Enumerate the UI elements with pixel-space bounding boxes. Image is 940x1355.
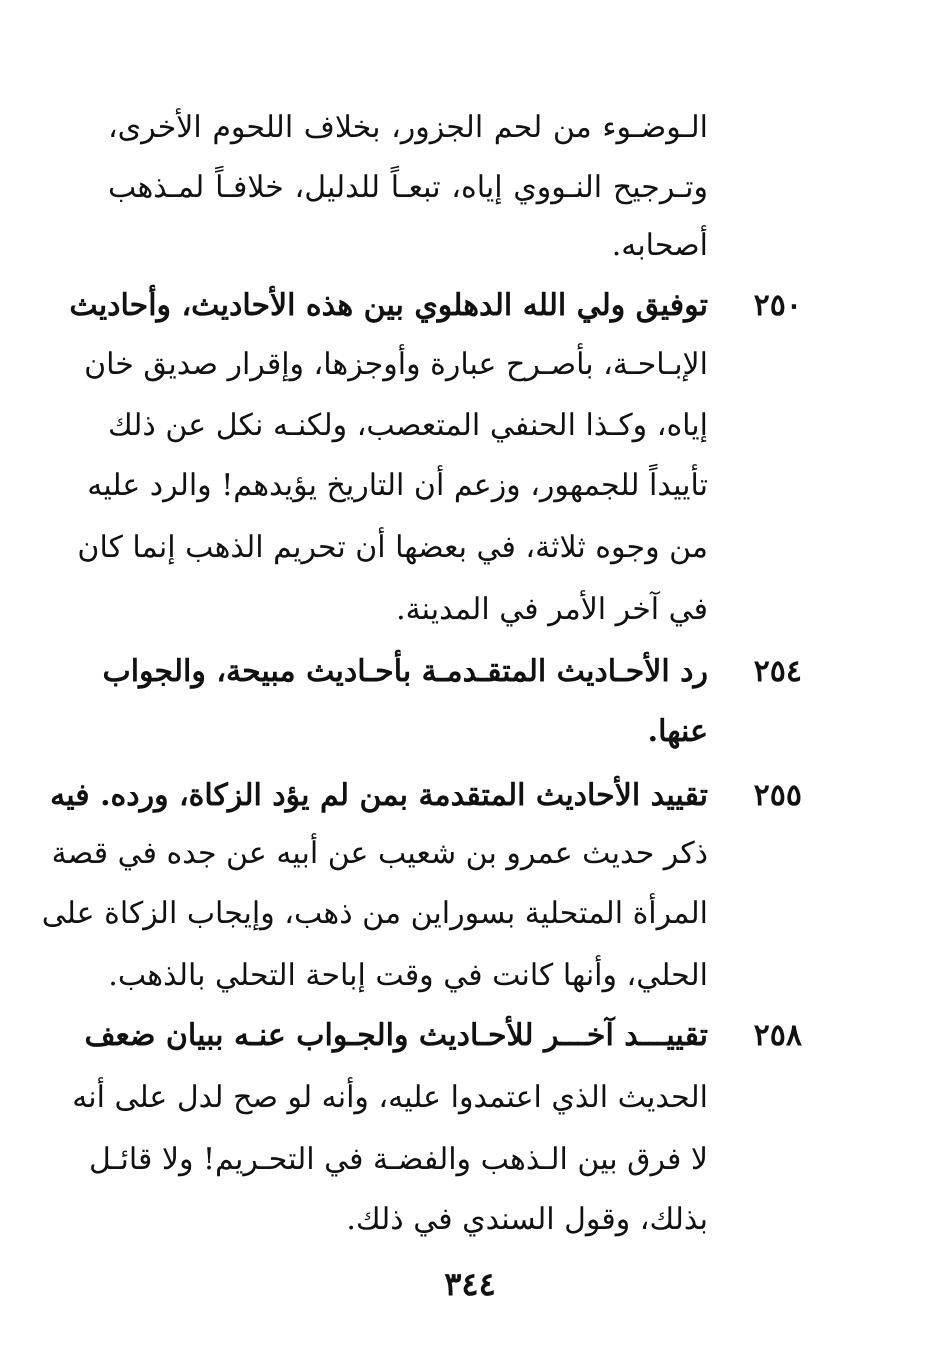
entry-number-250: ٢٥٠ (753, 288, 802, 323)
entry-255-line-2: ذكر حديث عمرو بن شعيب عن أبيه عن جده في قصة (51, 836, 708, 871)
entry-255-line-3: المرأة المتحلية بسوراين من ذهب، وإيجاب الزكاة على (41, 896, 708, 931)
entry-250-line-3: إياه، وكـذا الحنفي المتعصب، ولكنـه نكل عن ذلك (108, 408, 708, 443)
entry-254-line-1: رد الأحـاديث المتقـدمـة بأحـاديث مبيحة، والجواب (102, 654, 708, 689)
intro-line-1: الـوضـوء من لحم الجزور، بخلاف اللحوم الأخرى، (108, 110, 708, 145)
entry-number-258: ٢٥٨ (753, 1018, 802, 1053)
page-number: ٣٤٤ (444, 1265, 496, 1303)
entry-250-line-5: من وجوه ثلاثة، في بعضها أن تحريم الذهب إنما كان (77, 530, 708, 565)
entry-250-line-6: في آخر الأمر في المدينة. (396, 592, 708, 627)
entry-250-line-2: الإبـاحـة، بأصـرح عبارة وأوجزها، وإقرار صديق خان (84, 347, 708, 382)
entry-258-line-3: لا فرق بين الـذهب والفضـة في التحـريم! ولا قائـل (88, 1142, 708, 1177)
entry-number-255: ٢٥٥ (753, 778, 802, 813)
intro-line-2: وتـرجيح النـووي إياه، تبعـاً للدليل، خلافـاً لمـذهب (108, 170, 708, 205)
entry-254-line-2: عنها. (647, 714, 708, 749)
intro-line-3: أصحابه. (611, 228, 708, 263)
entry-255-line-1: تقييد الأحاديث المتقدمة بمن لم يؤد الزكاة، ورده. فيه (50, 778, 708, 813)
entry-250-line-4: تأييداً للجمهور، وزعم أن التاريخ يؤيدهم! والرد عليه (87, 468, 708, 503)
entry-258-line-4: بذلك، وقول السندي في ذلك. (346, 1202, 708, 1237)
entry-258-line-2: الحديث الذي اعتمدوا عليه، وأنه لو صح لدل على أنه (72, 1080, 708, 1115)
entry-258-line-1: تقييـــد آخـــر للأحـاديث والجـواب عنـه ببيان ضعف (84, 1018, 708, 1053)
entry-250-line-1: توفيق ولي الله الدهلوي بين هذه الأحاديث، وأحاديث (69, 288, 708, 323)
entry-255-line-4: الحلي، وأنها كانت في وقت إباحة التحلي بالذهب. (108, 958, 708, 993)
entry-number-254: ٢٥٤ (753, 654, 802, 689)
